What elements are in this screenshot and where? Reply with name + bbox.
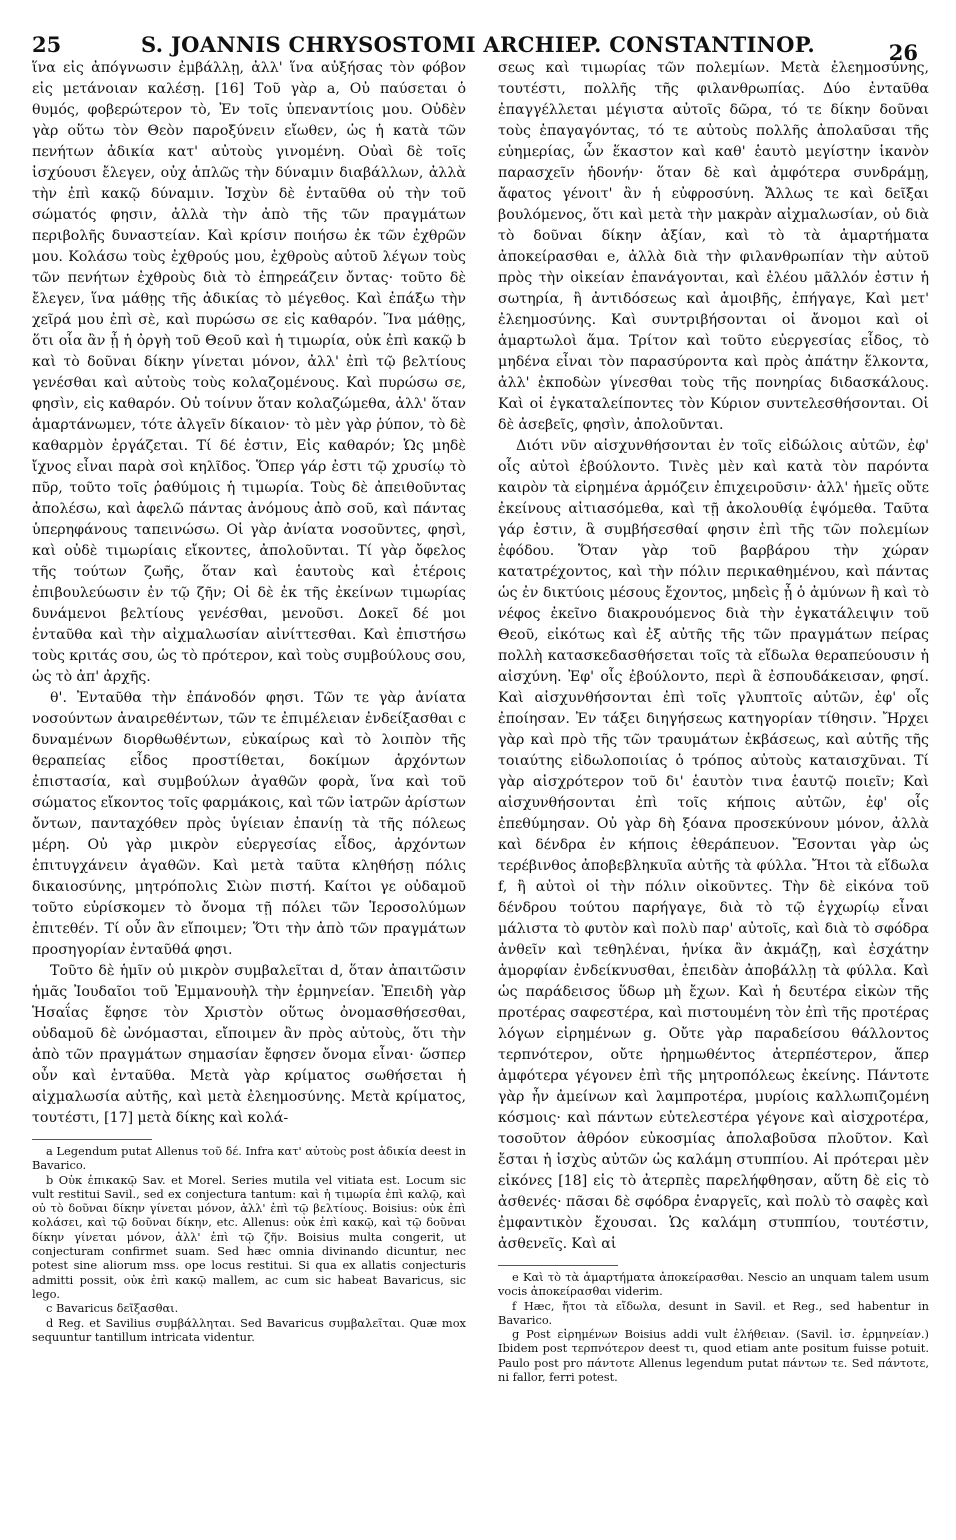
footnote-divider <box>32 1139 152 1140</box>
footnote: c Bavaricus δεῖξασθαι. <box>46 1301 179 1316</box>
footnote-divider <box>498 1265 618 1266</box>
footnote: d Reg. et Savilius συμβάλληται. Sed Bavaricus συμβαλεῖται. Quæ mox sequuntur tantillum intricata videntur. <box>32 1315 466 1344</box>
footnote: a Legendum putat Allenus τοῦ δέ. Infra κατ' αὐτοὺς post ἀδικία deest in Bavarico. <box>32 1144 466 1173</box>
running-title: S. JOANNIS CHRYSOSTOMI ARCHIEP. CONSTANTINOP. <box>141 32 815 57</box>
right-column-text <box>498 58 929 1255</box>
footnote: b Οὐκ ἐπικακῷ Sav. et Morel. Series mutila vel vitiata est. Locum sic vult restitui Savil., sed ex conjectura tantum: καὶ ἡ τιμωρία ἐπὶ καλῷ, καὶ οὐ τὸ δοῦναι δίκην γίνεται μόνον, ἀλλ' ἐπὶ τῷ βελτίους. Boisius: οὐκ ἐπὶ κολάσει, καὶ τῷ δοῦναι δίκην, etc. Allenus: οὐκ ἐπὶ κακῷ, καὶ τῷ δοῦναι δίκην γίνεται μόνον, ἀλλ' ἐπὶ τῷ ζῆν. Boisius multa congerit, ut conjecturam confirmet suam. Sed hæc omnia divinando dicuntur, nec potest sine aliorum mss. ope locus restitui. Si qua ex allatis conjecturis admitti possit, οὐκ ἐπὶ κακῷ mallem, ac cum sic habeat Bavaricus, sic lego. <box>32 1172 466 1301</box>
paragraph: θ'. Ἐνταῦθα τὴν ἐπάνοδόν φησι. Τῶν τε γὰρ ἀνίατα νοσούντων ἀναιρεθέντων, τῶν τε ἐπιμέλειαν ἐνδείξασθαι c δυναμένων διορθωθέντων, εὐκαίρως καὶ τὸ λοιπὸν τῆς θεραπείας εἶδος προστίθεται, δοκίμων ἀρχόντων ἐπιστασία, καὶ συμβούλων ἀγαθῶν φορὰ, ἵνα καὶ τοῦ σώματος εἴκοντος τοῖς φαρμάκοις, καὶ τῶν ἰατρῶν ἀρίστων ὄντων, πανταχόθεν πρὸς ὑγίειαν ἐπανίῃ τὰ τῆς πόλεως μέρη. Οὐ γὰρ μικρὸν εὐεργεσίας εἶδος, ἀρχόντων ἐπιτυγχάνειν ἀγαθῶν. Καὶ μετὰ ταῦτα κληθήσῃ πόλις δικαιοσύνης, μητρόπολις Σιὼν πιστή. Καίτοι γε οὐδαμοῦ τοῦτο εὑρίσκομεν τὸ ὄνομα τῇ πόλει τῶν Ἱεροσολύμων ἐπιτεθέν. Τί οὖν ἂν εἴποιμεν; Ὅτι τὴν ἀπὸ τῶν πραγμάτων προσηγορίαν ἐνταῦθά φησι. <box>32 690 466 958</box>
right-footnotes <box>498 1270 929 1384</box>
footnote: g Post εἰρημένων Boisius addi vult ἐλήθειαν. (Savil. ἰσ. ἑρμηνείαν.) Ibidem post τερπνότερον deest τι, quod etiam ante positum fuisse potuit. Paulo post pro πάντοτε Allenus legendum putat πάντων τε. Sed πάντοτε, ni fallor, ferri potest. <box>498 1327 929 1385</box>
left-column <box>32 58 466 1344</box>
paragraph: Τοῦτο δὲ ἡμῖν οὐ μικρὸν συμβαλεῖται d, ὅταν ἀπαιτῶσιν ἡμᾶς Ἰουδαῖοι τοῦ Ἐμμανουὴλ τὴν ἑρμηνείαν. Ἐπειδὴ γὰρ Ἡσαΐας ἔφησε τὸν Χριστὸν οὕτως ὀνομασθήσεσθαι, οὐδαμοῦ δὲ ὠνόμασται, εἴποιμεν ἂν πρὸς αὐτοὺς, ὅτι τὴν ἀπὸ τῶν πραγμάτων σημασίαν ἔφησεν ὄνομα εἶναι· ὥσπερ οὖν καὶ ἐνταῦθα. Μετὰ γὰρ κρίματος σωθήσεται ἡ αἰχμαλωσία αὐτῆς, καὶ μετὰ ἐλεημοσύνης. Μετὰ κρίματος, τουτέστι, [17] μετὰ δίκης καὶ κολά- <box>32 963 466 1126</box>
paragraph: ἵνα εἰς ἀπόγνωσιν ἐμβάλλῃ, ἀλλ' ἵνα αὐξήσας τὸν φόβον εἰς μετάνοιαν καλέσῃ. [16] Τοῦ γὰρ a, Οὐ παύσεται ὁ θυμός, φοβερώτερον τὸ, Ἐν τοῖς ὑπεναντίοις μου. Οὐδὲν γὰρ οὕτω τὸν Θεὸν παροξύνειν εἴωθεν, ὡς ἡ κατὰ τῶν πενήτων ἀδικία κατ' αὐτοὺς γινομένη. Οὐαὶ δὲ τοῖς ἰσχύουσι ἔλεγεν, οὐχ ἁπλῶς τὴν δύναμιν διαβάλλων, ἀλλὰ τὴν ἐπὶ κακῷ δύναμιν. Ἰσχὺν δὲ ἐνταῦθα οὐ τὴν τοῦ σώματός φησιν, ἀλλὰ τὴν ἀπὸ τῆς τῶν πραγμάτων περιβολῆς δυναστείαν. Καὶ κρίσιν ποιήσω ἐκ τῶν ἐχθρῶν μου. Κολάσω τοὺς ἐχθρούς μου, ἐχθροὺς αὐτοῦ λέγων τοὺς τῶν πενήτων ἐχθροὺς διὰ τὸ ἐπηρεάζειν ὄντας· τοῦτο δὲ ἔλεγεν, ἵνα μάθῃς τῆς ἀδικίας τὸ μέγεθος. Καὶ ἐπάξω τὴν χεῖρά μου ἐπὶ σὲ, καὶ πυρώσω σε εἰς καθαρόν. Ἵνα μάθῃς, ὅτι οἷα ἂν ᾖ ἡ ὀργὴ τοῦ Θεοῦ καὶ ἡ τιμωρία, οὐκ ἐπὶ κακῷ b καὶ τὸ δοῦναι δίκην γίνεται μόνον, ἀλλ' ἐπὶ τῷ βελτίους γενέσθαι καὶ αὐτοὺς τοὺς κολαζομένους. Καὶ πυρώσω σε, φησὶν, εἰς καθαρόν. Οὐ τοίνυν ὅταν κολαζώμεθα, ἀλλ' ὅταν ἁμαρτάνωμεν, τότε ἀλγεῖν δίκαιον· τὸ μὲν γὰρ ῥύπον, τὸ δὲ καθαρμὸν ἐργάζεται. Τί δέ ἐστιν, Εἰς καθαρόν; Ὡς μηδὲ ἴχνος εἶναι παρὰ σοὶ κηλῖδος. Ὅπερ γάρ ἐστι τῷ χρυσίῳ τὸ πῦρ, τοῦτο τοῖς ῥαθύμοις ἡ τιμωρία. Τοὺς δὲ ἀπειθοῦντας ἀπολέσω, καὶ ἀφελῶ πάντας ἀνόμους ἀπὸ σοῦ, καὶ πάντας ὑπερηφάνους ταπεινώσω. Οἱ γὰρ ἀνίατα νοσοῦντες, φησὶ, καὶ οὐδὲ τιμωρίαις εἴκοντες, ἀπολοῦνται. Τί γὰρ ὄφελος τῆς τούτων ζωῆς, ὅταν καὶ ἑαυτοὺς καὶ ἑτέροις ἐπιβουλεύωσιν ἐν τῷ ζῆν; Οἱ δὲ ἐκ τῆς ἐκείνων τιμωρίας δυνάμενοι βελτίους γενέσθαι, μενοῦσι. Δοκεῖ δέ μοι ἐνταῦθα καὶ τὴν αἰχμαλωσίαν αἰνίττεσθαι. Καὶ ἐπιστήσω τοὺς κριτάς σου, ὡς τὸ πρότερον, καὶ τοὺς συμβούλους σου, ὡς τὸ ἀπ' ἀρχῆς. <box>32 60 466 685</box>
left-column-text <box>32 58 466 1129</box>
page-number-right: 26 <box>888 40 918 65</box>
paragraph: Διότι νῦν αἰσχυνθήσονται ἐν τοῖς εἰδώλοις αὐτῶν, ἐφ' οἷς αὐτοὶ ἐβούλοντο. Τινὲς μὲν καὶ κατὰ τὸν παρόντα καιρὸν τὰ εἰρημένα ἁρμόζειν ἐπιχειροῦσιν· ἀλλ' ἡμεῖς οὔτε ἐκείνους αἰτιασόμεθα, καὶ τῇ ἀκολουθίᾳ ἑψόμεθα. Ταῦτα γάρ ἐστιν, ἃ συμβήσεσθαί φησιν ἐπὶ τῆς τῶν πολεμίων ἐφόδου. Ὅταν γὰρ τοῦ βαρβάρου τὴν χώραν κατατρέχοντος, καὶ τὴν πόλιν περικαθημένου, καὶ πάντας ὡς ἐν δικτύοις μέσους ἔχοντος, μηδεὶς ᾖ ὁ ἀμύνων ἢ καὶ τὸ νέφος ἐκεῖνο διακρουόμενος διὰ τὴν ἐγκατάλειψιν τοῦ Θεοῦ, εἰκότως καὶ ἐξ αὐτῆς τῆς τῶν πραγμάτων πείρας πολλὴ κατασκεδασθήσεται τοῖς τὰ εἴδωλα θεραπεύουσιν ἡ αἰσχύνη. Ἐφ' οἷς ἐβούλοντο, περὶ ἃ ἐσπουδάκεισαν, φησί. Καὶ αἰσχυνθήσονται ἐπὶ τοῖς γλυπτοῖς αὐτῶν, ἐφ' οἷς ἐποίησαν. Ἐν τάξει διηγήσεως κατηγορίαν τίθησιν. Ἤρχει γὰρ καὶ πρὸ τῆς τῶν τραυμάτων ἐκβάσεως, καὶ αὐτῆς τῆς τοιαύτης εἰδωλοποιίας ὁ τρόπος αὐτοὺς καταισχῦναι. Τί γὰρ αἰσχρότερον τοῦ δι' ἑαυτὸν τινα ἑαυτῷ ποιεῖν; Καὶ αἰσχυνθήσονται ἐπὶ τοῖς κήποις αὐτῶν, ἐφ' οἷς ἐπεθύμησαν. Οὐ γὰρ δὴ ξόανα προσεκύνουν μόνον, ἀλλὰ καὶ δένδρα ἐν κήποις ἐθεράπευον. Ἔσονται γὰρ ὡς τερέβινθος ἀποβεβληκυῖα αὐτῆς τὰ φύλλα. Ἤτοι τὰ εἴδωλα f, ἢ αὐτοὶ οἱ τὴν πόλιν οἰκοῦντες. Τὴν δὲ εἰκόνα τοῦ δένδρου τούτου παρήγαγε, διὰ τὸ τῷ ἐγχωρίῳ εἶναι μάλιστα τὸ φυτὸν καὶ πολὺ παρ' αὐτοῖς, καὶ διὰ τὸ σφόδρα ἀνθεῖν καὶ τεθηλέναι, ἡνίκα ἂν ἀκμάζῃ, καὶ ἐσχάτην ἀμορφίαν ἐνδείκνυσθαι, ἐπειδὰν ἀποβάλλῃ τὰ φύλλα. Καὶ ὡς παράδεισος ὕδωρ μὴ ἔχων. Καὶ ἡ δευτέρα εἰκὼν τῆς προτέρας σαφεστέρα, καὶ πιστουμένη τὸν ἐπὶ τῆς προτέρας λόγων εἰρημένων g. Οὔτε γὰρ παραδείσου θάλλοντος τερπνότερον, οὔτε ἠρημωθέντος ἀτερπέστερον, ἅπερ ἀμφότερα γέγονεν ἐπὶ τῆς μητροπόλεως ἐκείνης. Πάντοτε γὰρ ἦν ἀμείνων καὶ λαμπροτέρα, μυρίοις καλλωπιζομένη κόσμοις· καὶ πάντων εὐτελεστέρα γέγονε καὶ αἰσχροτέρα, τοσοῦτον ἀθρόον εὐκοσμίας ἀπολαβοῦσα πλοῦτον. Καὶ ἔσται ἡ ἰσχὺς αὐτῶν ὡς καλάμη στυππίου. Αἱ πρότεραι μὲν εἰκόνες [18] εἰς τὸ ἀτερπὲς παρελήφθησαν, αὕτη δὲ εἰς τὸ ἀσθενές· πᾶσαι δὲ σφόδρα ἐναργεῖς, καὶ πολὺ τὸ σαφὲς καὶ ἐμφαντικὸν ἔχουσαι. Ὡς καλάμη στυππίου, τουτέστιν, ἀσθενεῖς. Καὶ αἱ <box>498 438 929 1252</box>
footnote: e Καὶ τὸ τὰ ἁμαρτήματα ἀποκείρασθαι. Nescio an unquam talem usum vocis ἀποκείρασθαι viderim. <box>498 1270 929 1299</box>
paragraph: σεως καὶ τιμωρίας τῶν πολεμίων. Μετὰ ἐλεημοσύνης, τουτέστι, πολλῆς τῆς φιλανθρωπίας. Δύο ἐνταῦθα ἐπαγγέλλεται μέγιστα αὐτοῖς δῶρα, τό τε δίκην δοῦναι τοὺς ἐπαγαγόντας, τό τε αὐτοὺς πολλῆς ἀπολαῦσαι τῆς εὐημερίας, ὧν ἕκαστον καὶ καθ' ἑαυτὸ μεγίστην ἱκανὸν παρασχεῖν ἡδονήν· ὅταν δὲ καὶ ἀμφότερα συνδράμῃ, ἄφατος γένοιτ' ἂν ἡ εὐφροσύνη. Ἄλλως τε καὶ δεῖξαι βουλόμενος, ὅτι καὶ μετὰ τὴν μακρὰν αἰχμαλωσίαν, οὐ διὰ τὸ δοῦναι δίκην ἀξίαν, καὶ τὸ τὰ ἁμαρτήματα ἀποκείρασθαι e, ἀλλὰ διὰ τὴν φιλανθρωπίαν τὴν αὐτοῦ πρὸς τὴν οἰκείαν ἐπανάγονται, καὶ ἐλέου μᾶλλόν ἐστιν ἡ σωτηρία, ἢ ἀντιδόσεως καὶ ἀμοιβῆς, ἐπήγαγε, Καὶ μετ' ἐλεημοσύνης. Καὶ συντριβήσονται οἱ ἄνομοι καὶ οἱ ἁμαρτωλοὶ ἅμα. Τρίτον καὶ τοῦτο εὐεργεσίας εἶδος, τὸ μηδένα εἶναι τὸν παρασύροντα καὶ πρὸς ἀπάτην ἕλκοντα, ἀλλ' ἐκποδὼν γίνεσθαι τοὺς τῆς πονηρίας διδασκάλους. Καὶ οἱ ἐγκαταλείποντες τὸν Κύριον συντελεσθήσονται. Οἱ δὲ ἀσεβεῖς, φησὶν, ἀπολοῦνται. <box>498 60 929 433</box>
left-footnotes <box>32 1144 466 1344</box>
page-number-left: 25 <box>32 32 62 57</box>
footnote: f Hæc, ἤτοι τὰ εἴδωλα, desunt in Savil. et Reg., sed habentur in Bavarico. <box>498 1298 929 1327</box>
right-column <box>498 58 929 1384</box>
